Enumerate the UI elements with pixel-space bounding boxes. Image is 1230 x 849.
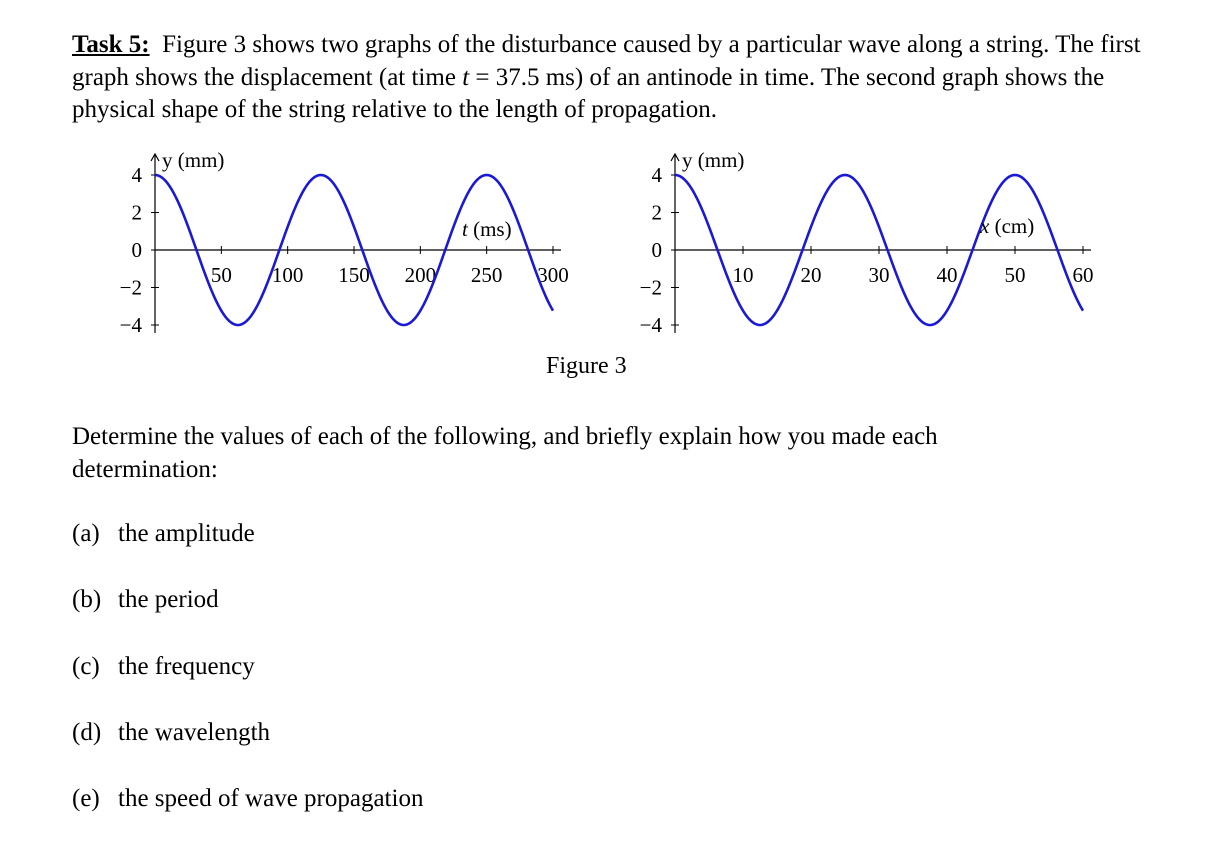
y-tick-label: 4 — [651, 163, 662, 187]
chart-displacement-vs-time-svg — [100, 150, 570, 350]
time-variable: t — [462, 63, 470, 91]
question-prompt: Determine the values of each of the following, and briefly explain how you made each determination: — [72, 423, 938, 483]
question-item-text: the amplitude — [118, 520, 255, 547]
x-tick-label: 40 — [936, 263, 958, 287]
y-tick-label: 0 — [131, 238, 142, 262]
question-list — [72, 518, 423, 849]
question-item-label: (e) — [72, 785, 100, 813]
task-text-1: Figure 3 shows two graphs of the disturbance caused by a particular wave along a string. The first graph shows the displacement (at time — [72, 31, 1141, 91]
x-axis-label: t (ms) — [462, 217, 512, 241]
task-text-2: ) of an antinode in time. The second graph shows the physical shape of the string relative to the length of propagation. — [72, 63, 1105, 123]
question-item-text: the wavelength — [118, 718, 271, 746]
chart-displacement-vs-time — [100, 150, 570, 355]
x-tick-label: 200 — [404, 263, 437, 287]
time-value: = 37.5 ms — [469, 63, 575, 91]
question-item-e — [72, 783, 423, 849]
chart-displacement-vs-position-svg — [620, 148, 1094, 350]
y-tick-label: 0 — [651, 238, 662, 262]
x-tick-label: 60 — [1072, 263, 1094, 287]
y-tick-label: −4 — [119, 313, 142, 337]
y-axis-label: y (mm) — [162, 148, 225, 172]
x-tick-label: 50 — [210, 263, 232, 287]
x-tick-label: 100 — [271, 263, 304, 287]
x-tick-label: 150 — [338, 263, 370, 287]
x-tick-label: 50 — [1004, 263, 1026, 287]
question-item-c — [72, 651, 423, 717]
y-axis-label: y (mm) — [682, 148, 745, 172]
question-item-label: (b) — [72, 586, 102, 614]
question-item-text: the frequency — [118, 652, 255, 680]
task-statement — [72, 29, 1192, 127]
y-tick-label: −4 — [639, 313, 662, 337]
x-tick-label: 300 — [537, 263, 569, 287]
y-tick-label: −2 — [119, 275, 142, 300]
x-tick-label: 30 — [868, 263, 890, 287]
figure-caption: Figure 3 — [546, 353, 627, 379]
question-item-a — [72, 518, 423, 584]
chart-displacement-vs-position — [620, 148, 1094, 355]
question-item-b — [72, 584, 423, 650]
task-label: Task 5: — [72, 31, 150, 58]
y-tick-label: 2 — [131, 200, 142, 225]
y-tick-label: −2 — [639, 275, 662, 300]
question-item-d — [72, 717, 423, 783]
y-tick-label: 4 — [131, 163, 142, 187]
question-item-label: (c) — [72, 652, 100, 680]
question-item-text: the period — [118, 586, 219, 614]
question-item-label: (d) — [72, 718, 102, 746]
question-item-text: the speed of wave propagation — [118, 785, 424, 813]
y-tick-label: 2 — [651, 200, 662, 225]
x-tick-label: 10 — [732, 263, 754, 287]
question-item-label: (a) — [72, 520, 100, 547]
x-axis-label: x (cm) — [980, 214, 1035, 238]
x-tick-label: 20 — [800, 263, 822, 287]
x-tick-label: 250 — [470, 263, 503, 287]
